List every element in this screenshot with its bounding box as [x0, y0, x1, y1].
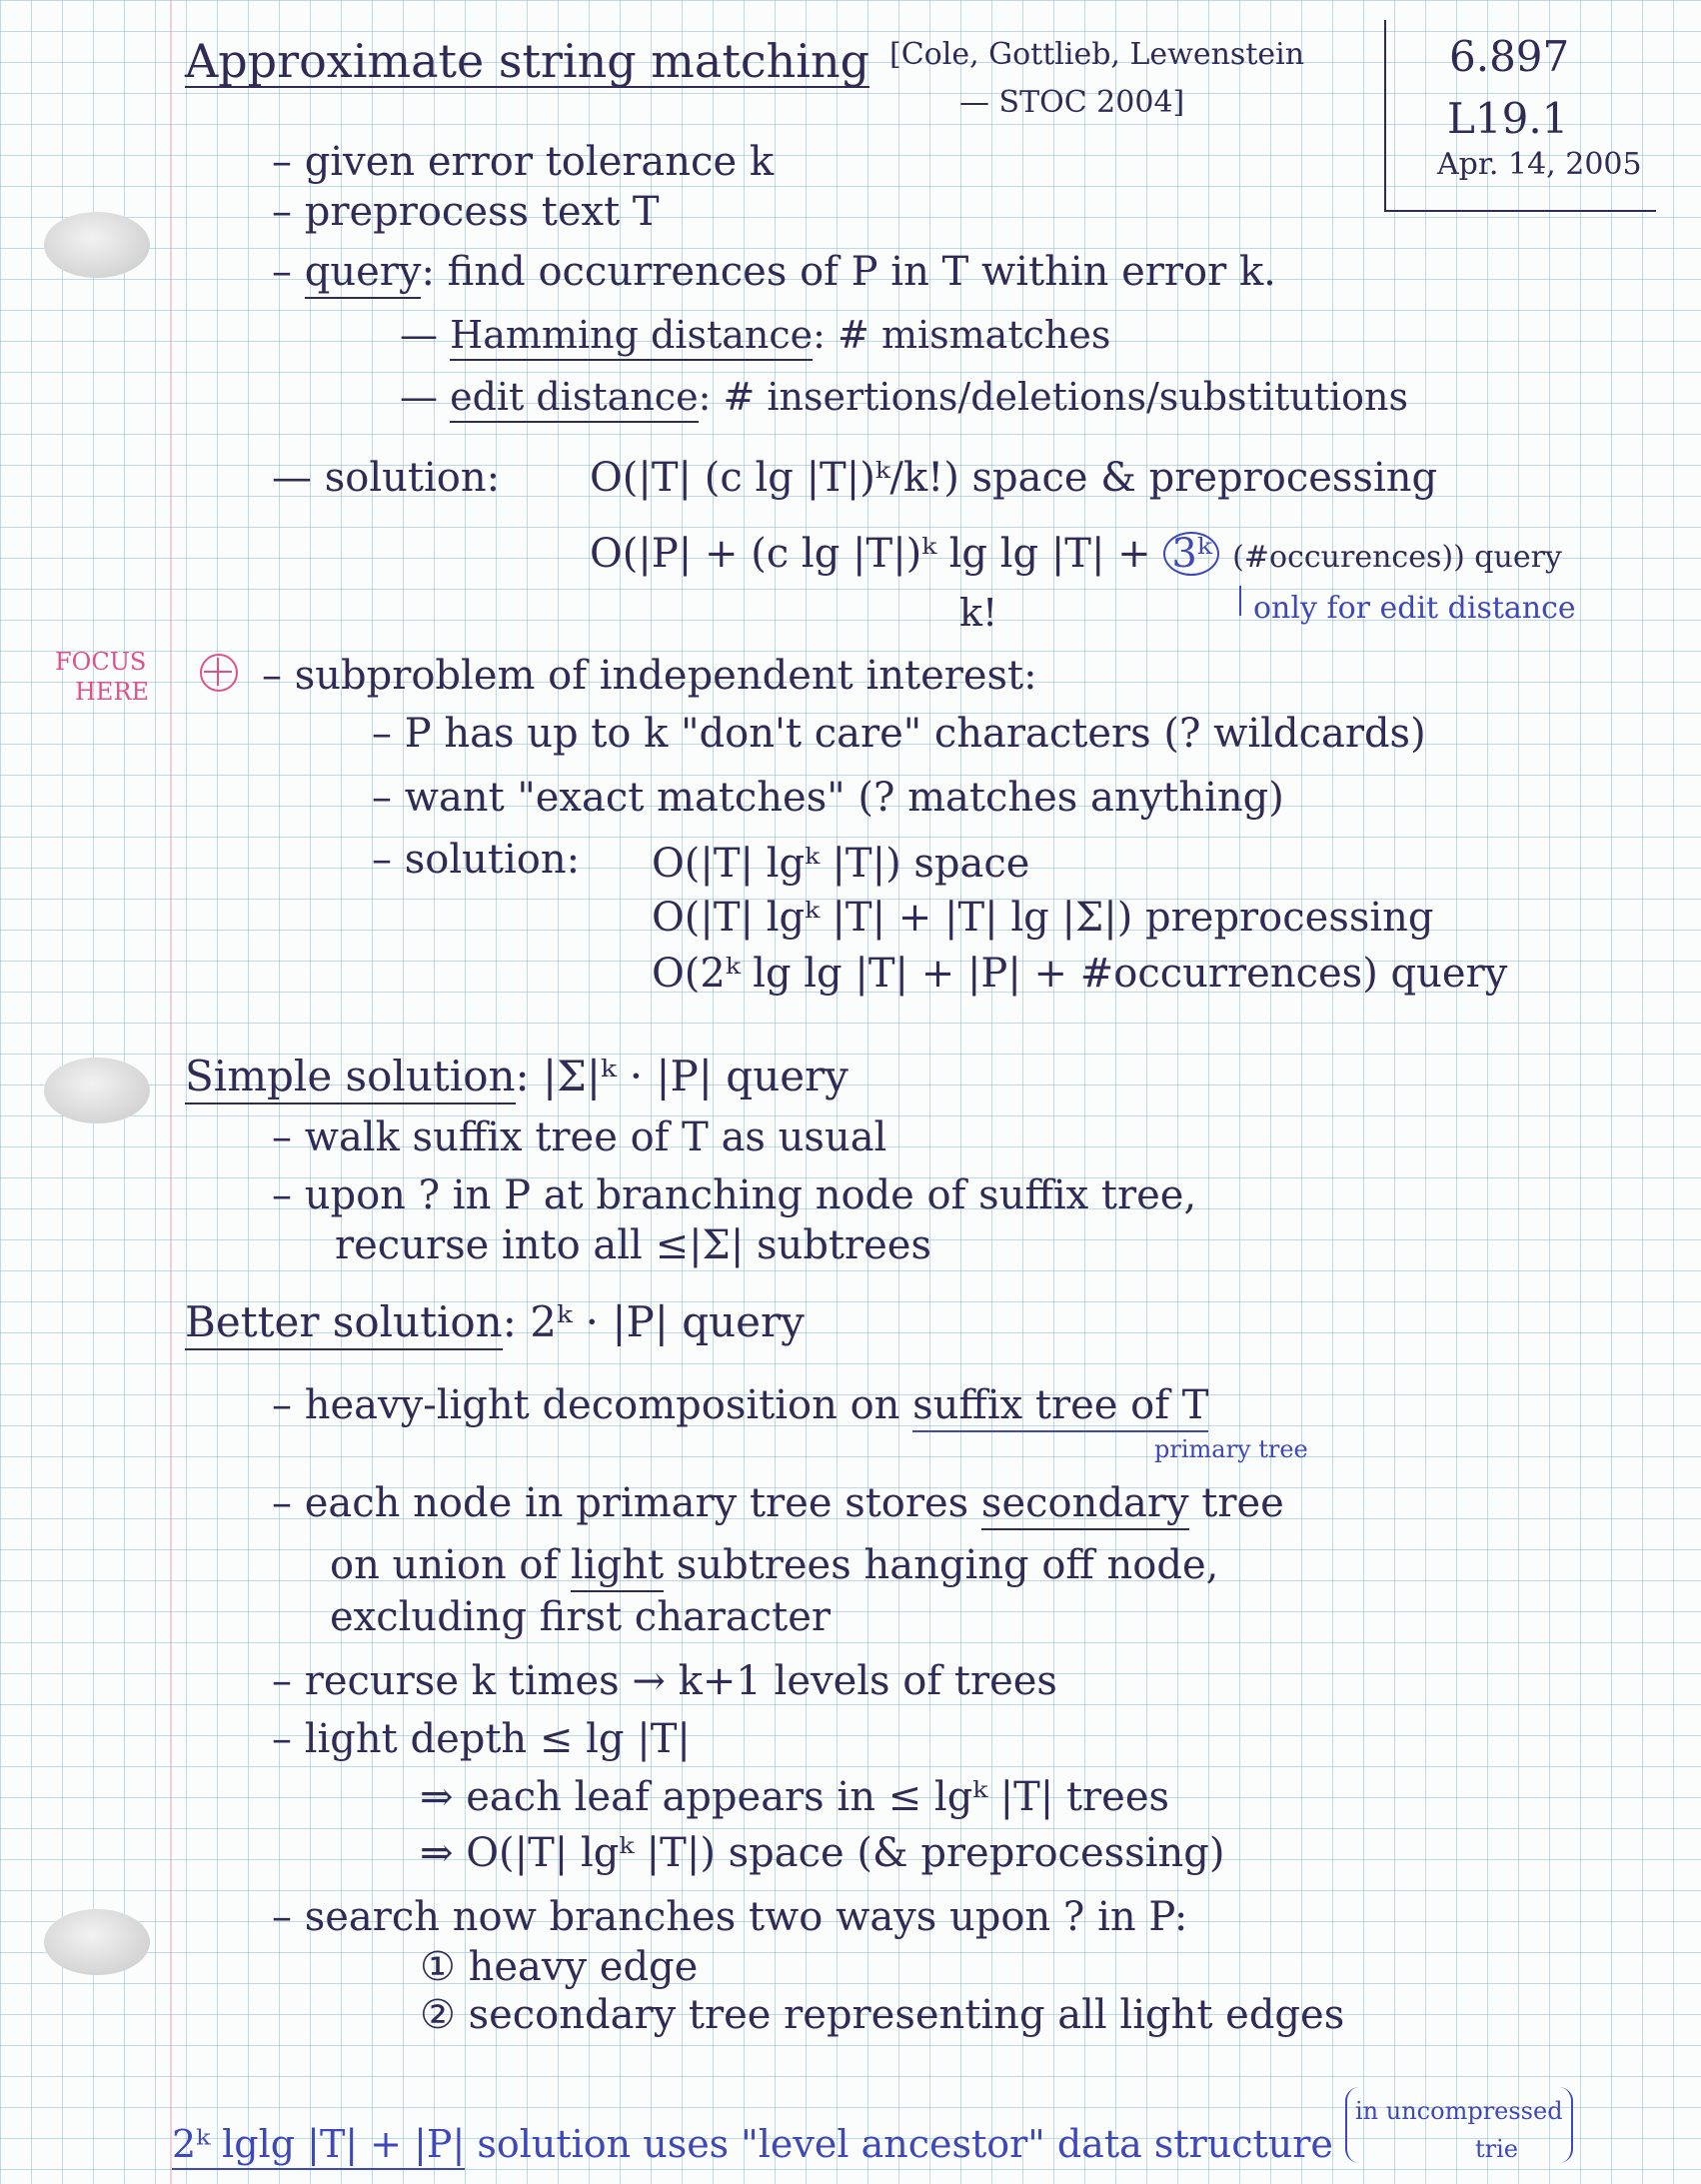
- solution-label: — solution:: [272, 455, 501, 501]
- binder-hole: [44, 212, 150, 278]
- solution-space: O(|T| (c lg |T|)ᵏ/k!) space & preprocessing: [590, 455, 1438, 501]
- secondary-label: secondary: [981, 1480, 1189, 1530]
- edit-distance-note: only for edit distance: [1253, 591, 1576, 626]
- page-title: Approximate string matching: [185, 34, 870, 88]
- better-line-1: – heavy-light decomposition on suffix tree of T: [272, 1385, 1208, 1425]
- better-line-10: ① heavy edge: [420, 1944, 699, 1990]
- solution-query: O(|P| + (c lg |T|)ᵏ lg lg |T| + 3ᵏ (#occurences)) query: [590, 531, 1562, 577]
- binder-hole: [44, 1909, 150, 1975]
- better-line-9: – search now branches two ways upon ? in P:: [272, 1894, 1188, 1940]
- citation-line-1: [Cole, Gottlieb, Lewenstein: [889, 37, 1305, 72]
- binder-hole: [44, 1058, 150, 1123]
- solution-denominator: k!: [959, 591, 998, 635]
- lecture-number: L19.1: [1447, 94, 1569, 143]
- better-line-4: excluding first character: [330, 1594, 832, 1640]
- hamming-line: — Hamming distance: # mismatches: [400, 316, 1110, 354]
- suffix-tree-label: suffix tree of T: [912, 1382, 1208, 1432]
- better-line-8: ⇒ O(|T| lgᵏ |T|) space (& preprocessing): [420, 1830, 1225, 1876]
- wildcards-line: – P has up to k "don't care" characters (? wildcards): [372, 711, 1426, 757]
- focus-label: FOCUS: [55, 648, 147, 676]
- query-label: query: [305, 249, 422, 299]
- better-line-6: – light depth ≤ lg |T|: [272, 1716, 691, 1762]
- better-solution-heading: Better solution: 2ᵏ · |P| query: [185, 1301, 805, 1343]
- simple-solution-heading: Simple solution: |Σ|ᵏ · |P| query: [185, 1056, 849, 1097]
- better-line-5: – recurse k times → k+1 levels of trees: [272, 1658, 1057, 1704]
- better-line-2: – each node in primary tree stores secondary tree: [272, 1483, 1284, 1523]
- footer-line: 2ᵏ lglg |T| + |P| solution uses "level ancestor" data structure in uncompressed trie: [172, 2087, 1573, 2163]
- course-number: 6.897: [1449, 32, 1570, 81]
- hamming-label: Hamming distance: [450, 313, 813, 361]
- better-line-7: ⇒ each leaf appears in ≤ lgᵏ |T| trees: [420, 1774, 1170, 1820]
- better-solution-label: Better solution: [185, 1297, 503, 1350]
- simple-line-1: – walk suffix tree of T as usual: [272, 1114, 887, 1160]
- simple-line-2: – upon ? in P at branching node of suffix tree,: [272, 1172, 1197, 1218]
- intro-line-1: – given error tolerance k: [272, 139, 775, 185]
- exact-matches-line: – want "exact matches" (? matches anything): [372, 775, 1284, 821]
- arrow-up-icon: [1239, 586, 1241, 616]
- simple-solution-label: Simple solution: [185, 1052, 516, 1104]
- edit-distance-line: — edit distance: # insertions/deletions/substitutions: [400, 378, 1408, 416]
- intro-line-3: – query: find occurrences of P in T within error k.: [272, 252, 1276, 292]
- asterisk-icon: [200, 654, 238, 692]
- better-line-11: ② secondary tree representing all light edges: [420, 1992, 1345, 2038]
- margin-line: [170, 0, 172, 2184]
- focus-solution-label: – solution:: [372, 837, 581, 883]
- focus-solution-query: O(2ᵏ lg lg |T| + |P| + #occurrences) query: [652, 951, 1508, 997]
- intro-line-2: – preprocess text T: [272, 189, 660, 235]
- here-label: HERE: [75, 678, 150, 706]
- focus-solution-preprocessing: O(|T| lgᵏ |T| + |T| lg |Σ|) preprocessing: [652, 895, 1434, 941]
- edit-distance-label: edit distance: [450, 375, 698, 423]
- simple-line-3: recurse into all ≤|Σ| subtrees: [335, 1222, 931, 1268]
- three-to-k-circled: 3ᵏ: [1163, 532, 1219, 576]
- lecture-date: Apr. 14, 2005: [1437, 147, 1642, 182]
- footer-note: in uncompressed trie: [1345, 2087, 1573, 2163]
- light-label: light: [571, 1542, 664, 1592]
- subproblem-line: – subproblem of independent interest:: [262, 653, 1037, 699]
- primary-tree-note: primary tree: [1154, 1435, 1308, 1463]
- citation-line-2: — STOC 2004]: [959, 85, 1185, 120]
- focus-solution-space: O(|T| lgᵏ |T|) space: [652, 841, 1030, 887]
- better-line-3: on union of light subtrees hanging off node,: [330, 1545, 1218, 1585]
- footer-bound: 2ᵏ lglg |T| + |P|: [172, 2122, 465, 2170]
